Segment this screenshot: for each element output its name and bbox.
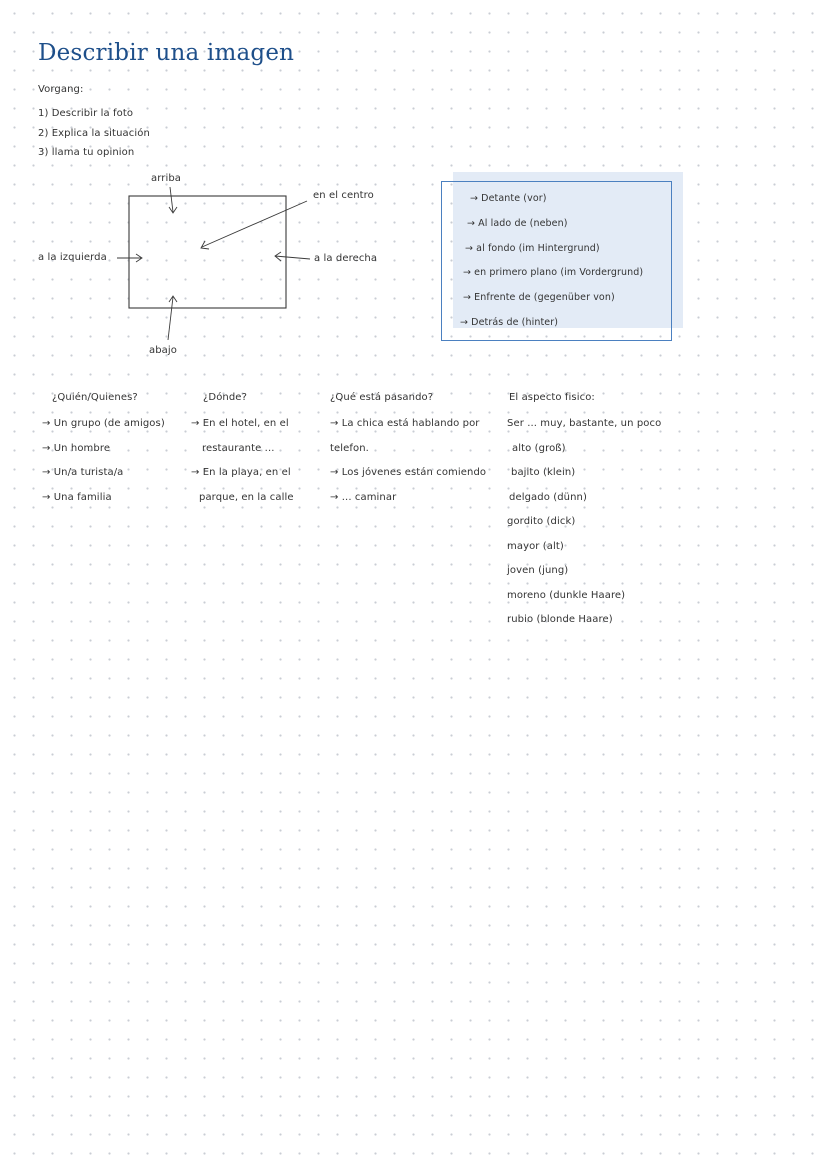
position-item: → Al lado de (neben): [467, 217, 568, 229]
step-item: 2) Explica la situación: [38, 127, 150, 139]
picture-frame: [129, 196, 286, 308]
appearance-heading: El aspecto fisico:: [509, 392, 595, 403]
arrow-down-icon: [170, 187, 173, 212]
position-item: → en primero plano (im Vordergrund): [463, 267, 644, 279]
list-item: → Un grupo (de amigos): [42, 418, 165, 429]
page-title: Describir una imagen: [38, 40, 295, 66]
list-item: alto (groß): [512, 442, 566, 454]
position-item: → Detrás de (hinter): [460, 316, 559, 328]
vorgang-steps: [38, 104, 150, 163]
who-heading: ¿Quién/Quienes?: [52, 392, 138, 403]
list-item: bajito (klein): [511, 467, 576, 478]
list-item: parque, en la calle: [199, 491, 294, 503]
list-item: restaurante ...: [202, 442, 275, 454]
who-list: [42, 412, 165, 510]
arrow-left-icon: [275, 256, 310, 259]
list-item: → Una familia: [42, 491, 112, 503]
what-list: [330, 412, 486, 510]
list-item: → Un/a turista/a: [42, 467, 124, 478]
label-right: a la derecha: [314, 253, 378, 264]
position-item: → al fondo (im Hintergrund): [465, 242, 600, 254]
list-item: Ser ... muy, bastante, un poco: [507, 418, 662, 429]
vorgang-heading: Vorgang:: [38, 84, 84, 95]
where-list: [191, 412, 294, 510]
list-item: → La chica está hablando por: [330, 418, 480, 429]
list-item: gordito (dick): [507, 516, 576, 527]
step-item: 3) llama tu opinion: [38, 147, 135, 158]
list-item: → Los jóvenes están comiendo: [330, 467, 487, 478]
positions-list: [460, 187, 643, 336]
label-left: a la izquierda: [38, 252, 107, 263]
label-bottom: abajo: [149, 345, 177, 356]
arrow-center-icon: [202, 201, 307, 247]
where-heading: ¿Dónde?: [203, 392, 247, 403]
appearance-list: [507, 412, 661, 633]
list-item: → Un hombre: [42, 442, 111, 454]
position-item: → Enfrente de (gegenüber von): [463, 292, 615, 304]
list-item: moreno (dunkle Haare): [507, 589, 626, 601]
list-item: delgado (dünn): [509, 491, 587, 503]
list-item: telefon.: [330, 442, 369, 454]
list-item: joven (jung): [507, 565, 569, 576]
list-item: → En la playa, en el: [191, 467, 291, 478]
list-item: rubio (blonde Haare): [507, 614, 613, 625]
list-item: → En el hotel, en el: [191, 418, 289, 429]
arrow-up-icon: [168, 297, 173, 340]
list-item: → ... caminar: [330, 491, 397, 503]
position-item: → Detante (vor): [470, 193, 547, 204]
list-item: mayor (alt): [507, 540, 564, 552]
label-top: arriba: [151, 173, 182, 184]
label-center: en el centro: [313, 190, 374, 201]
step-item: 1) Describir la foto: [38, 108, 134, 119]
what-heading: ¿Qué está pasando?: [330, 392, 434, 403]
